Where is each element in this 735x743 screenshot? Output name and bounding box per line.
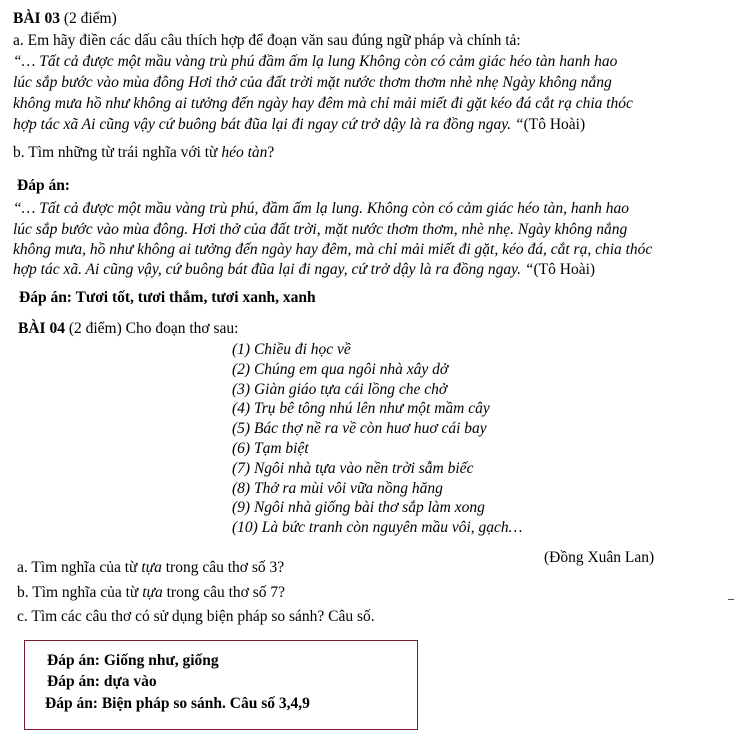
- bai03-answer-line-2: lúc sắp bước vào mùa đông. Hơi thở của đất trời, mặt nước thơm thơm, nhè nhẹ. Ngày không nắng: [13, 221, 628, 238]
- poem-line-8: (8) Thở ra mùi vôi vữa nồng hăng: [232, 480, 443, 497]
- poem-line-9: (9) Ngôi nhà giống bài thơ sắp làm xong: [232, 499, 485, 516]
- poem-line-2: (2) Chúng em qua ngôi nhà xây dở: [232, 361, 449, 378]
- poem-line-10: (10) Là bức tranh còn nguyên mầu vôi, gạch…: [232, 519, 523, 536]
- bai03-answer-line-4-text: hợp tác xã. Ai cũng vậy, cứ buông bát đũa lại đi ngay, cứ trở dậy là ra đồng ngay. “: [13, 261, 534, 278]
- bai04-title-intro: (2 điểm) Cho đoạn thơ sau:: [64, 320, 239, 337]
- bai04-question-a: [17, 558, 284, 578]
- bai03-part-b-prefix: b. Tìm những từ trái nghĩa với từ: [13, 144, 222, 161]
- bai04-question-b-suffix: trong câu thơ số 7?: [162, 584, 286, 601]
- bai04-title-number: BÀI 04: [18, 320, 65, 337]
- poem-line-3: (3) Giàn giáo tựa cái lồng che chở: [232, 381, 448, 398]
- poem-line-6: (6) Tạm biệt: [232, 440, 309, 457]
- bai03-part-b-word: héo tàn: [221, 144, 268, 161]
- bai03-passage-line-2: lúc sắp bước vào mùa đông Hơi thở của đất trời mặt nước thơm thơm nhè nhẹ Ngày không nắng: [13, 74, 612, 91]
- bai03-answer-b: Đáp án: Tươi tốt, tươi thắm, tươi xanh, xanh: [19, 289, 316, 306]
- bai04-question-a-prefix: a. Tìm nghĩa của từ: [17, 559, 142, 576]
- bai04-question-c: c. Tìm các câu thơ có sử dụng biện pháp so sánh? Câu số.: [17, 608, 375, 625]
- bai03-part-a-instruction: a. Em hãy điền các dấu câu thích hợp để đoạn văn sau đúng ngữ pháp và chính tả:: [13, 32, 521, 49]
- poem-line-4: (4) Trụ bê tông nhú lên như một mầm cây: [232, 400, 490, 417]
- poem-line-5: (5) Bác thợ nề ra về còn huơ huơ cái bay: [232, 420, 487, 437]
- bai03-answer-label: Đáp án:: [17, 177, 70, 194]
- margin-dash: [728, 599, 734, 600]
- bai03-answer-line-3: không mưa, hồ như không ai tưởng đến ngày hay đêm, mà chỉ mải miết đi gặt, kéo đá, cắt rạ, chia thóc: [13, 241, 653, 258]
- bai03-title: [13, 9, 117, 29]
- bai03-answer-line-4: [13, 260, 595, 280]
- poem-author: (Đồng Xuân Lan): [544, 549, 655, 566]
- bai03-passage-author: (Tô Hoài): [523, 116, 586, 133]
- bai03-answer-line-1: “… Tất cả được một mầu vàng trù phú, đầm ấm lạ lung. Không còn có cảm giác héo tàn, hanh hao: [13, 200, 630, 217]
- bai03-title-number: BÀI 03: [13, 10, 60, 27]
- poem-line-1: (1) Chiều đi học về: [232, 341, 351, 358]
- bai04-answer-c: Đáp án: Biện pháp so sánh. Câu số 3,4,9: [45, 695, 310, 712]
- poem-line-7: (7) Ngôi nhà tựa vào nền trời sẫm biếc: [232, 460, 474, 477]
- bai04-answer-a: Đáp án: Giống như, giống: [47, 652, 219, 669]
- bai04-answer-b: Đáp án: dựa vào: [47, 673, 157, 690]
- bai04-question-b-prefix: b. Tìm nghĩa của từ: [17, 584, 143, 601]
- bai04-title: [18, 319, 238, 339]
- bai03-passage-line-3: không mưa hồ như không ai tưởng đến ngày hay đêm mà chỉ mải miết đi gặt kéo đá cắt rạ chia thóc: [13, 95, 633, 112]
- bai03-answer-author: (Tô Hoài): [533, 261, 596, 278]
- bai04-question-b: [17, 583, 285, 603]
- bai04-answer-box: [24, 640, 418, 730]
- bai03-passage-line-1: “… Tất cả được một mầu vàng trù phú đầm ấm lạ lung Không còn có cảm giác héo tàn hanh hao: [13, 53, 618, 70]
- bai04-question-a-suffix: trong câu thơ số 3?: [161, 559, 285, 576]
- bai03-part-b-question: [13, 143, 274, 163]
- bai03-title-points: (2 điểm): [59, 10, 117, 27]
- bai04-question-b-word: tựa: [142, 584, 163, 601]
- bai03-part-b-suffix: ?: [267, 144, 275, 161]
- bai04-question-a-word: tựa: [141, 559, 162, 576]
- bai03-passage-line-4-text: hợp tác xã Ai cũng vậy cứ buông bát đũa lại đi ngay cứ trở dậy là ra đồng ngay. “: [13, 116, 524, 133]
- bai03-passage-line-4: [13, 115, 585, 135]
